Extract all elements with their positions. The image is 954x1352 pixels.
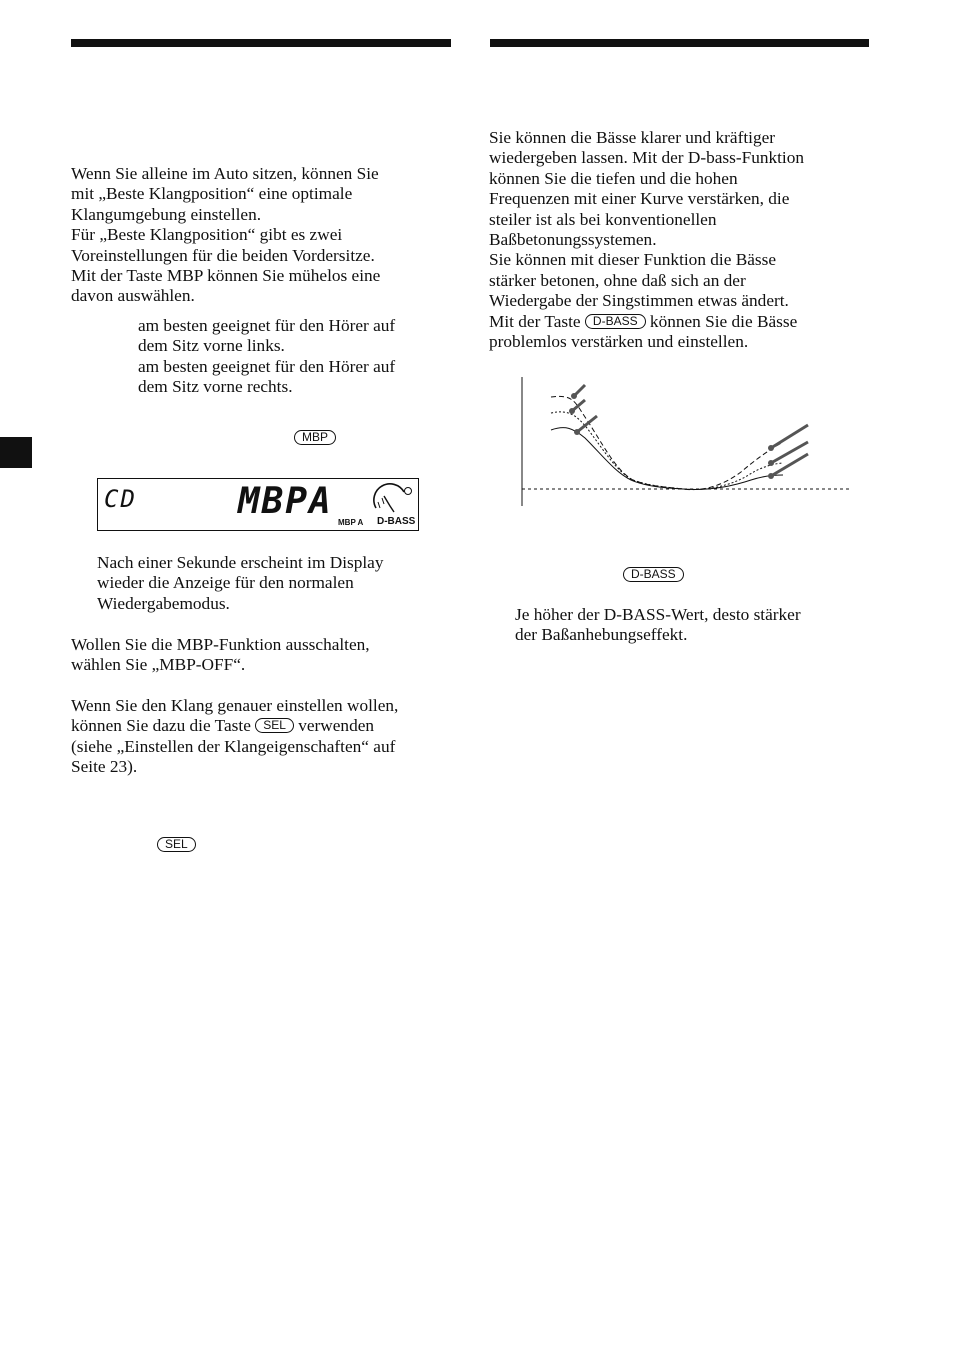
text-line: wieder die Anzeige für den normalen [97,573,354,593]
dbass-curve-figure [515,372,855,512]
text-line: stärker betonen, ohne daß sich an der [489,270,746,290]
text-line: Wenn Sie den Klang genauer einstellen wollen, [71,696,399,715]
text-line: der Baßanhebungseffekt. [515,625,688,645]
after-display-paragraph [97,553,384,614]
text-line: dem Sitz vorne links. [138,336,285,356]
sel-key-standalone[interactable]: SEL [157,837,196,852]
mbp-off-paragraph [71,635,370,676]
text-line: Baßbetonungssystemen. [489,230,657,250]
text-line: Wollen Sie die MBP-Funktion ausschalten, [71,635,370,654]
dbass-note-paragraph [515,605,801,646]
text-line: Wenn Sie alleine im Auto sitzen, können Sie [71,164,379,183]
text-line: Wiedergabemodus. [97,593,230,613]
dbass-key-standalone[interactable]: D-BASS [623,567,684,582]
text-line: mit „Beste Klangposition“ eine optimale [71,184,353,204]
pointer-line [577,416,597,432]
text-fragment: können Sie die Bässe [649,311,798,331]
text-fragment: können Sie dazu die Taste [71,716,251,736]
mbp-option-list [138,316,395,398]
right-header-rule [490,39,869,47]
pointer-line [574,385,585,396]
text-line: wiedergeben lassen. Mit der D-bass-Funktion [489,148,805,168]
lcd-mbp-indicator: MBP A [338,518,364,527]
text-line: Frequenzen mit einer Kurve verstärken, die [489,189,790,209]
text-line: Sie können die Bässe klarer und kräftiger [489,128,776,147]
text-line: dem Sitz vorne rechts. [138,377,293,397]
text-line: wählen Sie „MBP-OFF“. [71,655,246,675]
fine-tune-paragraph [71,696,398,778]
section-tab-marker [0,437,32,468]
dbass-curve-3 [551,428,783,490]
left-intro-paragraph [71,164,380,307]
text-fragment: Mit der Taste [489,311,581,331]
text-line: problemlos verstärken und einstellen. [489,332,749,352]
lcd-display [97,478,419,531]
text-line: Für „Beste Klangposition“ gibt es zwei [71,225,343,245]
pointer-line [771,454,808,476]
text-line: steiler ist als bei konventionellen [489,209,717,229]
text-line-with-key [71,716,398,736]
lcd-dbass-label: D-BASS [377,516,416,527]
text-line: davon auswählen. [71,286,195,306]
text-line-with-key [489,312,804,332]
left-header-rule [71,39,451,47]
text-line: Mit der Taste MBP können Sie mühelos eine [71,266,381,286]
text-line: können Sie die tiefen und die hohen [489,168,738,188]
text-line: Wiedergabe der Singstimmen etwas ändert. [489,291,789,311]
text-line: Je höher der D-BASS-Wert, desto stärker [515,605,801,624]
text-line: Klangumgebung einstellen. [71,204,262,224]
lcd-source-text: CD [104,485,137,513]
text-line: (siehe „Einstellen der Klangeigenschaften“ auf [71,736,396,756]
text-line: Sie können mit dieser Funktion die Bässe [489,250,777,270]
sel-key[interactable]: SEL [255,718,294,733]
text-line: Nach einer Sekunde erscheint im Display [97,553,384,572]
right-intro-paragraph [489,128,804,352]
lcd-main-text: MBPA [238,481,333,522]
text-line: Seite 23). [71,757,138,777]
text-line: am besten geeignet für den Hörer auf [138,316,396,335]
dbass-key[interactable]: D-BASS [585,314,646,329]
text-line: Voreinstellungen für die beiden Vordersitze. [71,245,375,265]
text-fragment: verwenden [298,716,375,736]
mbp-key[interactable]: MBP [294,430,336,445]
dbass-curve-1 [551,396,783,489]
text-line: am besten geeignet für den Hörer auf [138,356,396,376]
